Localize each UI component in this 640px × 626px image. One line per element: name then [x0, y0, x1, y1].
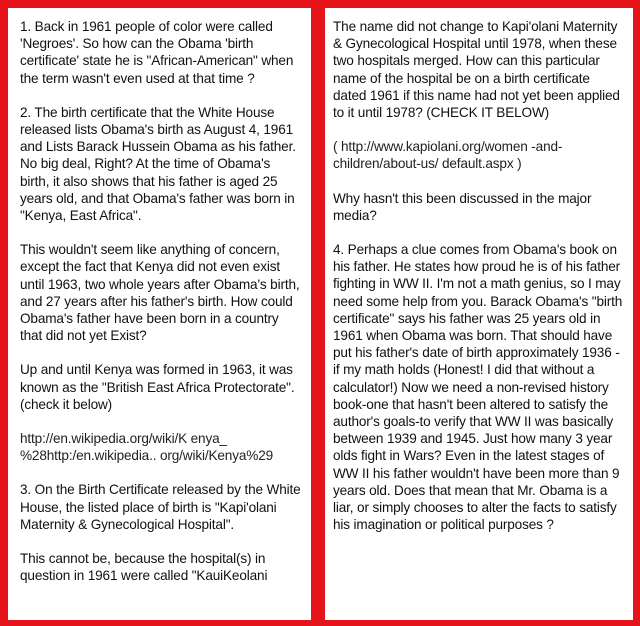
paragraph-negroes-term: 1. Back in 1961 people of color were called 'Negroes'. So how can the Obama 'birth certificate' state he is "African-American" when the term wasn't even used at that time ? — [20, 19, 294, 86]
paragraph-name-change-1978: The name did not change to Kapi'olani Maternity & Gynecological Hospital until 1978, when these two hospitals merged. How can this particular name of the hospital be on a birth certificate dated 1961 if this name had not yet been applied to it until 1978? (CHECK IT BELOW) — [333, 19, 620, 121]
paragraph-ww2-father: 4. Perhaps a clue comes from Obama's book on his father. He states how proud he is of his father fighting in WW II. I'm not a math genius, so I may need some help from you. Barack Obama's "birth certificate" says his father was 25 years old in 1961 when Obama was born. That should have put his father's date of birth approximately 1936 - if my math holds (Honest! I did that without a calculator!) Now we need a non-revised history book-one that hasn't been altered to satisfy the author's goals-to verify that WW II was basically between 1939 and 1945. Just how many 3 year olds fight in Wars? Even in the latest stages of WW II his father wouldn't have been more than 9 years old. Does that mean that Mr. Obama is a liar, or simply chooses to alter the facts to satisfy his imagination or political purposes ? — [333, 242, 623, 533]
paragraph-hospital-name: 3. On the Birth Certificate released by the White House, the listed place of birth is "Kapi'olani Maternity & Gynecological Hospital". — [20, 482, 301, 532]
wikipedia-kenya-link[interactable]: http://en.wikipedia.org/wiki/K enya_ %28http:/en.wikipedia.. org/wiki/Kenya%29 — [20, 431, 274, 464]
left-text-panel — [8, 8, 311, 620]
paragraph-media-question: Why hasn't this been discussed in the major media? — [333, 190, 592, 223]
paragraph-british-east-africa: Up and until Kenya was formed in 1963, it was known as the "British East Africa Protectorate". (check it below) — [20, 362, 295, 412]
paragraph-kenya-not-exist: This wouldn't seem like anything of concern, except the fact that Kenya did not even exist until 1963, two whole years after Obama's birth, and 27 years after his father's birth. How could Obama's father have been born in a country that did not yet Exist? — [20, 242, 300, 344]
kapiolani-link[interactable]: ( http://www.kapiolani.org/women -and-children/about-us/ default.aspx ) — [333, 139, 563, 172]
paragraph-hospital-1961: This cannot be, because the hospital(s) in question in 1961 were called "KauiKeolani — [20, 551, 268, 584]
right-text-panel — [325, 8, 633, 620]
paragraph-birth-certificate-father: 2. The birth certificate that the White House released lists Obama's birth as August 4, 1961 and Lists Barack Hussein Obama as his father. No big deal, Right? At the time of Obama's birth, it also shows that his father is aged 25 years old, and that Obama's father was born in "Kenya, East Africa". — [20, 104, 296, 224]
